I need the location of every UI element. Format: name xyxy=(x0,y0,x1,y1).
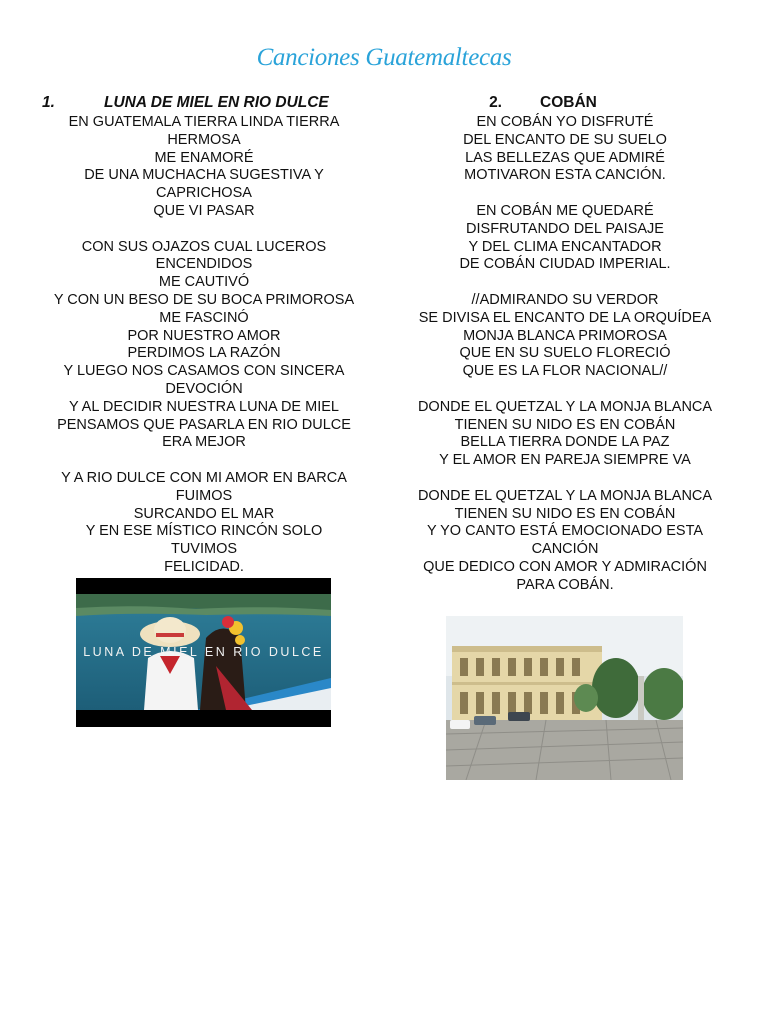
song-1-column xyxy=(36,93,372,577)
lyric-line: POR NUESTRO AMOR xyxy=(127,327,281,344)
stanza-break xyxy=(36,221,372,239)
lyric-line: QUE VI PASAR xyxy=(153,202,255,219)
stanza-break xyxy=(36,452,372,470)
lyric-line: DEVOCIÓN xyxy=(165,380,243,397)
lyric-line: EN COBÁN YO DISFRUTÉ xyxy=(476,114,654,130)
lyric-line: Y EL AMOR EN PAREJA SIEMPRE VA xyxy=(439,452,691,469)
lyric-line: DEL ENCANTO DE SU SUELO xyxy=(463,131,667,148)
lyric-line: DISFRUTANDO DEL PAISAJE xyxy=(466,220,664,237)
lyric-line: LAS BELLEZAS QUE ADMIRÉ xyxy=(465,149,665,166)
lyric-line: Y YO CANTO ESTÁ EMOCIONADO ESTA xyxy=(426,523,704,540)
lyric-line: DE UNA MUCHACHA SUGESTIVA Y xyxy=(84,167,324,184)
lyric-line: Y EN ESE MÍSTICO RINCÓN SOLO xyxy=(85,523,323,540)
lyric-line: TIENEN SU NIDO ES EN COBÁN xyxy=(454,505,676,522)
song-2-title: COBÁN xyxy=(540,94,597,111)
song-1-number: 1. xyxy=(42,94,55,111)
lyric-line: CAPRICHOSA xyxy=(156,185,252,202)
lyric-line: PARA COBÁN. xyxy=(516,576,614,593)
lyric-line: CON SUS OJAZOS CUAL LUCEROS xyxy=(81,238,327,255)
lyric-line: CANCIÓN xyxy=(531,541,599,558)
coban-photo xyxy=(446,616,683,780)
lyric-line: //ADMIRANDO SU VERDOR xyxy=(471,291,659,308)
lyric-line: TUVIMOS xyxy=(170,541,238,558)
lyric-line: ENCENDIDOS xyxy=(155,256,253,273)
lyric-line: HERMOSA xyxy=(167,131,241,148)
lyric-line: ME CAUTIVÓ xyxy=(158,274,250,291)
song-2-column xyxy=(402,93,728,595)
lyric-line: QUE EN SU SUELO FLORECIÓ xyxy=(459,345,671,362)
lyric-line: Y DEL CLIMA ENCANTADOR xyxy=(468,238,662,255)
rio-dulce-caption: LUNA DE MIEL EN RIO DULCE xyxy=(83,645,324,659)
lyric-line: MONJA BLANCA PRIMOROSA xyxy=(463,327,667,344)
lyric-line: ME ENAMORÉ xyxy=(154,149,254,166)
lyric-line: FUIMOS xyxy=(175,487,233,504)
lyric-line: DE COBÁN CIUDAD IMPERIAL. xyxy=(459,256,671,273)
lyric-line: TIENEN SU NIDO ES EN COBÁN xyxy=(454,416,676,433)
stanza-break xyxy=(402,381,728,399)
lyric-line: QUE DEDICO CON AMOR Y ADMIRACIÓN xyxy=(423,558,707,575)
song-1-heading xyxy=(36,93,372,113)
lyric-line: EN COBÁN ME QUEDARÉ xyxy=(476,202,654,219)
song-2-number: 2. xyxy=(489,94,502,111)
lyric-line: PENSAMOS QUE PASARLA EN RIO DULCE xyxy=(57,416,351,433)
lyric-line: Y A RIO DULCE CON MI AMOR EN BARCA xyxy=(61,469,347,486)
lyric-line: ME FASCINÓ xyxy=(159,309,249,326)
document-title: Canciones Guatemaltecas xyxy=(256,44,512,71)
lyric-line: ERA MEJOR xyxy=(162,434,246,451)
lyric-line: MOTIVARON ESTA CANCIÓN. xyxy=(464,167,666,184)
lyric-line: EN GUATEMALA TIERRA LINDA TIERRA xyxy=(68,114,340,130)
stanza-break xyxy=(402,185,728,203)
lyric-line: QUE ES LA FLOR NACIONAL// xyxy=(462,363,668,380)
lyric-line: DONDE EL QUETZAL Y LA MONJA BLANCA xyxy=(417,487,713,504)
lyric-line: Y LUEGO NOS CASAMOS CON SINCERA xyxy=(63,363,345,380)
stanza-break xyxy=(402,274,728,292)
lyric-line: SE DIVISA EL ENCANTO DE LA ORQUÍDEA xyxy=(418,309,712,326)
lyric-line: PERDIMOS LA RAZÓN xyxy=(127,345,281,362)
lyric-line: Y CON UN BESO DE SU BOCA PRIMOROSA xyxy=(53,291,355,308)
song-2-lyrics xyxy=(402,114,728,595)
lyric-line: SURCANDO EL MAR xyxy=(133,505,275,522)
song-1-title: LUNA DE MIEL EN RIO DULCE xyxy=(104,94,329,111)
song-2-heading xyxy=(402,93,728,113)
lyric-line: FELICIDAD. xyxy=(164,558,244,575)
song-1-lyrics xyxy=(36,114,372,577)
stanza-break xyxy=(402,470,728,488)
coban-plaza-illustration xyxy=(446,616,683,780)
rio-dulce-photo xyxy=(76,578,331,727)
lyric-line: DONDE EL QUETZAL Y LA MONJA BLANCA xyxy=(417,398,713,415)
lyric-line: Y AL DECIDIR NUESTRA LUNA DE MIEL xyxy=(69,398,339,415)
lyric-line: BELLA TIERRA DONDE LA PAZ xyxy=(460,434,670,451)
